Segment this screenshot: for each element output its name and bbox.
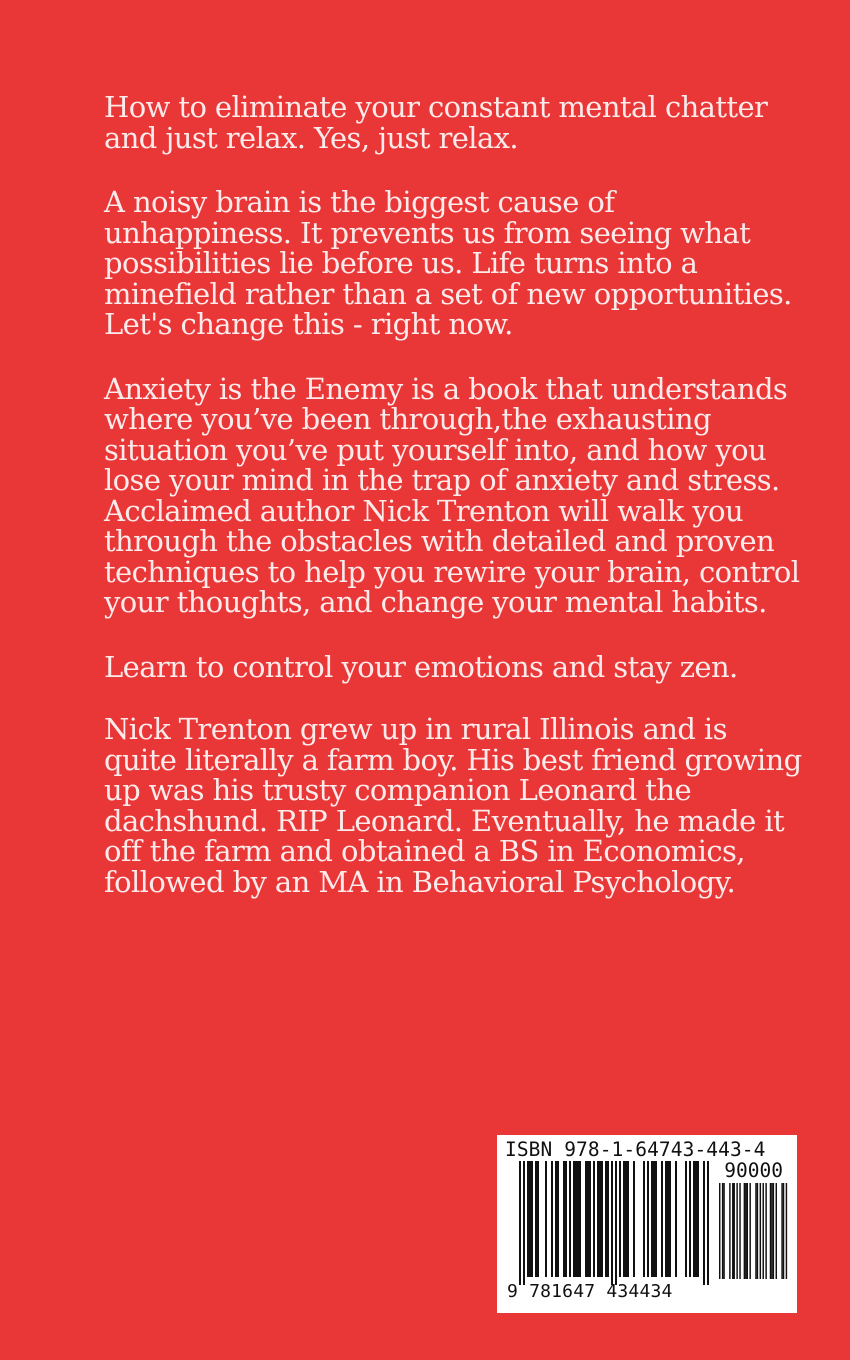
barcode-bar [575, 1161, 577, 1277]
barcode-bar [653, 1161, 655, 1277]
addon-bar [786, 1183, 787, 1279]
barcode-bar [535, 1161, 537, 1277]
isbn-barcode [497, 1135, 797, 1313]
blurb-paragraph-book-description: Anxiety is the Enemy is a book that understands where you’ve been through,the exhausting situation you’ve put yourself into, and how you lose your mind in the trap of anxiety and stress. Acclaimed author Nick Trenton will walk you through the obstacles with detailed and proven techniques to help you rewire your brain, control your thoughts, and change your mental habits. [104, 371, 800, 619]
addon-bar [781, 1183, 782, 1279]
blurb-paragraph-noisy-brain: A noisy brain is the biggest cause of unhappiness. It prevents us from seeing what possibilities lie before us. Life turns into a minefield rather than a set of new opportunities. Let's change this - right now. [104, 185, 792, 341]
barcode-bar [577, 1161, 579, 1277]
barcode-bar [545, 1161, 547, 1277]
barcode-bar [523, 1161, 525, 1285]
barcode-bar [643, 1161, 645, 1277]
addon-bar [744, 1183, 745, 1279]
barcode-bar [589, 1161, 591, 1277]
barcode-bar [557, 1161, 559, 1277]
price-code: 90000 [724, 1159, 783, 1182]
barcode-bar [565, 1161, 567, 1277]
addon-bar [719, 1183, 720, 1279]
barcode-bar [527, 1161, 529, 1277]
addon-bar [770, 1183, 771, 1279]
addon-bar [765, 1183, 766, 1279]
barcode-bar [693, 1161, 695, 1277]
barcode-bar [665, 1161, 667, 1277]
addon-bar [771, 1183, 772, 1279]
addon-bar [773, 1183, 774, 1279]
addon-bar [723, 1183, 724, 1279]
blurb-text [104, 92, 804, 927]
barcode-bar [689, 1161, 691, 1277]
barcode-bar [619, 1161, 621, 1277]
barcode-bar [669, 1161, 671, 1277]
barcode-bar [615, 1161, 617, 1285]
addon-bar [757, 1183, 758, 1279]
addon-bar [747, 1183, 748, 1279]
barcode-bar [707, 1161, 709, 1285]
barcode-bar [563, 1161, 565, 1277]
barcode-bar [555, 1161, 557, 1277]
barcode-bar [519, 1161, 521, 1285]
barcode-bar [633, 1161, 635, 1277]
blurb-paragraph-intro: How to eliminate your constant mental chatter and just relax. Yes, just relax. [104, 90, 768, 155]
barcode-bar [599, 1161, 601, 1277]
addon-bar [722, 1183, 723, 1279]
addon-bar [729, 1183, 730, 1279]
barcode-bar [675, 1161, 677, 1277]
addon-bar [739, 1183, 740, 1279]
addon-bar [776, 1183, 777, 1279]
barcode-bar [695, 1161, 697, 1277]
barcode-bar [579, 1161, 581, 1277]
barcode-bar [537, 1161, 539, 1277]
barcode-bar [655, 1161, 657, 1277]
barcode-bar [531, 1161, 533, 1277]
barcode-bar [569, 1161, 571, 1277]
barcode-bar [585, 1161, 587, 1277]
barcode-bar [587, 1161, 589, 1277]
barcode-bar [611, 1161, 613, 1285]
barcode-bar [697, 1161, 699, 1277]
addon-bar [755, 1183, 756, 1279]
addon-bar [736, 1183, 737, 1279]
barcode-bar [601, 1161, 603, 1277]
barcode-bar [661, 1161, 663, 1277]
addon-bar [763, 1183, 764, 1279]
barcode-bar [607, 1161, 609, 1277]
barcode-bar [703, 1161, 705, 1285]
barcode-bar [667, 1161, 669, 1277]
addon-bar [745, 1183, 746, 1279]
addon-bar [734, 1183, 735, 1279]
addon-bar [783, 1183, 784, 1279]
barcode-bar [647, 1161, 649, 1277]
isbn-label: ISBN 978-1-64743-443-4 [505, 1138, 766, 1161]
addon-bar [732, 1183, 733, 1279]
barcode-bar [651, 1161, 653, 1277]
barcode-bar [685, 1161, 687, 1277]
barcode-bar [623, 1161, 625, 1277]
author-bio: Nick Trenton grew up in rural Illinois and is quite literally a farm boy. His best friend growing up was his trusty companion Leonard the dachshund. RIP Leonard. Eventually, he made it off the farm and obtained a BS in Economics, followed by an MA in Behavioral Psychology. [104, 712, 802, 899]
barcode-bar [551, 1161, 553, 1277]
barcode-bar [597, 1161, 599, 1277]
barcode-bar [573, 1161, 575, 1277]
addon-bar [749, 1183, 750, 1279]
barcode-bar [529, 1161, 531, 1277]
barcode-bar [593, 1161, 595, 1277]
barcode-bar [625, 1161, 627, 1277]
barcode-bar [605, 1161, 607, 1277]
ean-digits: 9 781647 434434 [507, 1281, 673, 1302]
addon-bar [760, 1183, 761, 1279]
blurb-paragraph-tagline: Learn to control your emotions and stay zen. [104, 649, 738, 684]
barcode-bar [627, 1161, 629, 1277]
